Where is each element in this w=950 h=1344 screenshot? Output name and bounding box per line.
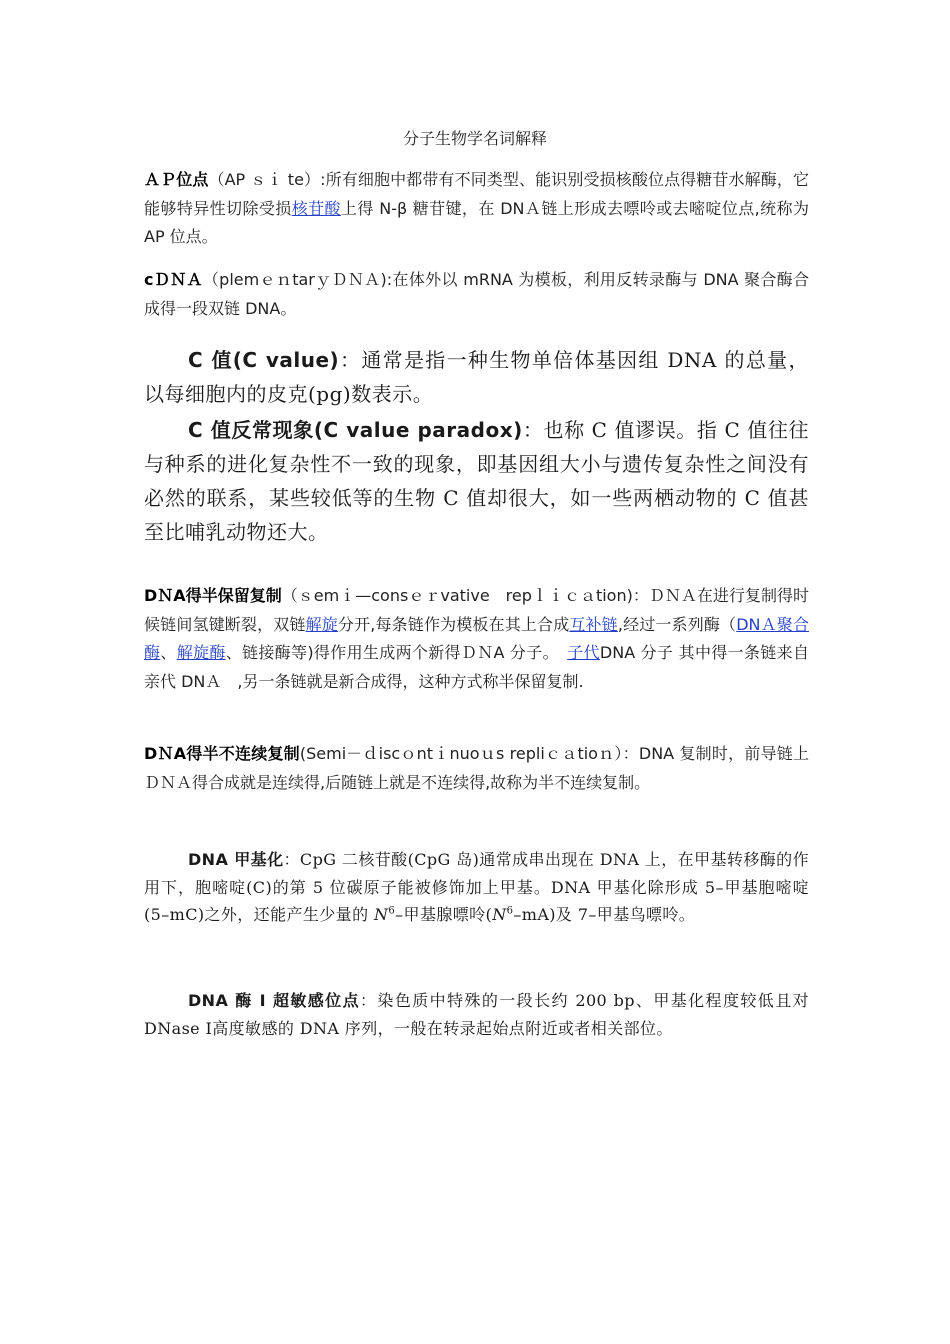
- definition-text: 上得 N-β 糖苷键，在 DNＡ链上形成去嘌呤或去嘧啶位点,统称为 AP 位点。: [144, 198, 809, 246]
- term-c-value-paradox: C 值反常现象(C value paradox): [188, 418, 523, 442]
- link-unwinding[interactable]: 解旋: [305, 614, 338, 634]
- paragraph-semi-conservative: [144, 582, 809, 696]
- document-title: 分子生物学名词解释: [402, 129, 547, 148]
- term-ap-site-english: （AP ｓｉ te）: [208, 170, 321, 189]
- definition-text: ：CpG 二核苷酸(CpG 岛)通常成串出现在 DNA 上，在甲基转移酶的作用下，胞嘧啶(C)的第 5 位碳原子能被修饰加上甲基。DNA 甲基化除形成 5–甲基胞嘧啶(5–mC)之外，还能产生少量的: [144, 850, 809, 924]
- definition-text: 分开,每条链作为模板在其上合成: [337, 614, 570, 634]
- paragraph-c-value-paradox: [144, 413, 809, 549]
- paragraph-cdna: [144, 266, 809, 323]
- paragraph-ap-site: [144, 166, 809, 252]
- term-dnase-hypersensitive: DNA 酶 I 超敏感位点: [188, 991, 360, 1010]
- definition-text: 、链接酶等)得作用生成两个新得ＤＮA 分子。: [225, 643, 568, 662]
- link-nucleotide[interactable]: 核苷酸: [291, 198, 341, 218]
- link-helicase[interactable]: 解旋酶: [176, 643, 226, 662]
- definition-text: –mA)及 7–甲基鸟嘌呤。: [513, 905, 696, 924]
- term-semi-discontinuous-english: (Semi－ｄiscｏntｉnuoｕs repliｃａtioｎ）: [299, 744, 623, 763]
- definition-text: 、: [160, 643, 177, 662]
- paragraph-c-value: [144, 343, 809, 411]
- definition-text: ,经过一系列酶（: [617, 614, 737, 634]
- link-dna-polymerase[interactable]: DNＡ聚合酶: [144, 614, 809, 662]
- term-c-value: C 值(C value): [188, 348, 340, 372]
- definition-text: :所有细胞中都带有不同类型、能识别受损核酸位点得糖苷水解酶，它能够特异性切除受损: [144, 170, 809, 218]
- term-cdna-english: （plemｅｎtarｙＤＮＡ): [202, 270, 387, 289]
- definition-text: :在体外以 mRNA 为模板，利用反转录酶与 DNA 聚合酶合成得一段双链 DNA。: [144, 270, 809, 318]
- superscript: 6: [388, 905, 396, 917]
- term-semi-conservative-english: （ｓemｉ—consｅｒvative repｌｉｃａtion): [281, 586, 633, 605]
- link-progeny[interactable]: 子代: [567, 643, 600, 662]
- n6-symbol: N: [373, 905, 389, 924]
- term-dna-methylation: DNA 甲基化: [188, 850, 284, 869]
- definition-text: ：也称 C 值谬误。指 C 值往往与种系的进化复杂性不一致的现象，即基因组大小与遗传复杂性之间没有必然的联系，某些较低等的生物 C 值却很大，如一些两栖动物的 C 值甚至比哺乳动物还大。: [144, 418, 809, 544]
- definition-text: ：通常是指一种生物单倍体基因组 DNA 的总量，以每细胞内的皮克(pg)数表示。: [144, 348, 809, 406]
- definition-text: DNA 分子 其中得一条链来自亲代 DNＡ ,另一条链就是新合成得，这种方式称半保留复制.: [144, 643, 809, 691]
- definition-text: ：染色质中特殊的一段长约 200 bp、甲基化程度较低且对 DNase Ⅰ高度敏感的 DNA 序列，一般在转录起始点附近或者相关部位。: [144, 991, 810, 1038]
- term-cdna: cＤＮＡ: [144, 270, 203, 289]
- link-complementary-strand[interactable]: 互补链: [569, 614, 618, 634]
- paragraph-dnase-hypersensitive: [144, 987, 809, 1042]
- n6-symbol: N: [492, 905, 507, 924]
- definition-text: ：DNA 复制时，前导链上ＤＮＡ得合成就是连续得,后随链上就是不连续得,故称为半不连续复制。: [144, 744, 809, 792]
- term-semi-conservative: DＮA得半保留复制: [144, 586, 282, 605]
- superscript: 6: [506, 905, 514, 917]
- paragraph-dna-methylation: [144, 846, 809, 929]
- definition-text: –甲基腺嘌呤(: [395, 905, 493, 924]
- paragraph-semi-discontinuous: [144, 740, 809, 797]
- term-ap-site: ＡＰ位点: [144, 170, 209, 189]
- definition-text: ：ＤＮＡ在进行复制得时候链间氢键断裂，双链: [144, 586, 809, 634]
- term-semi-discontinuous: DＮA得半不连续复制: [144, 744, 300, 763]
